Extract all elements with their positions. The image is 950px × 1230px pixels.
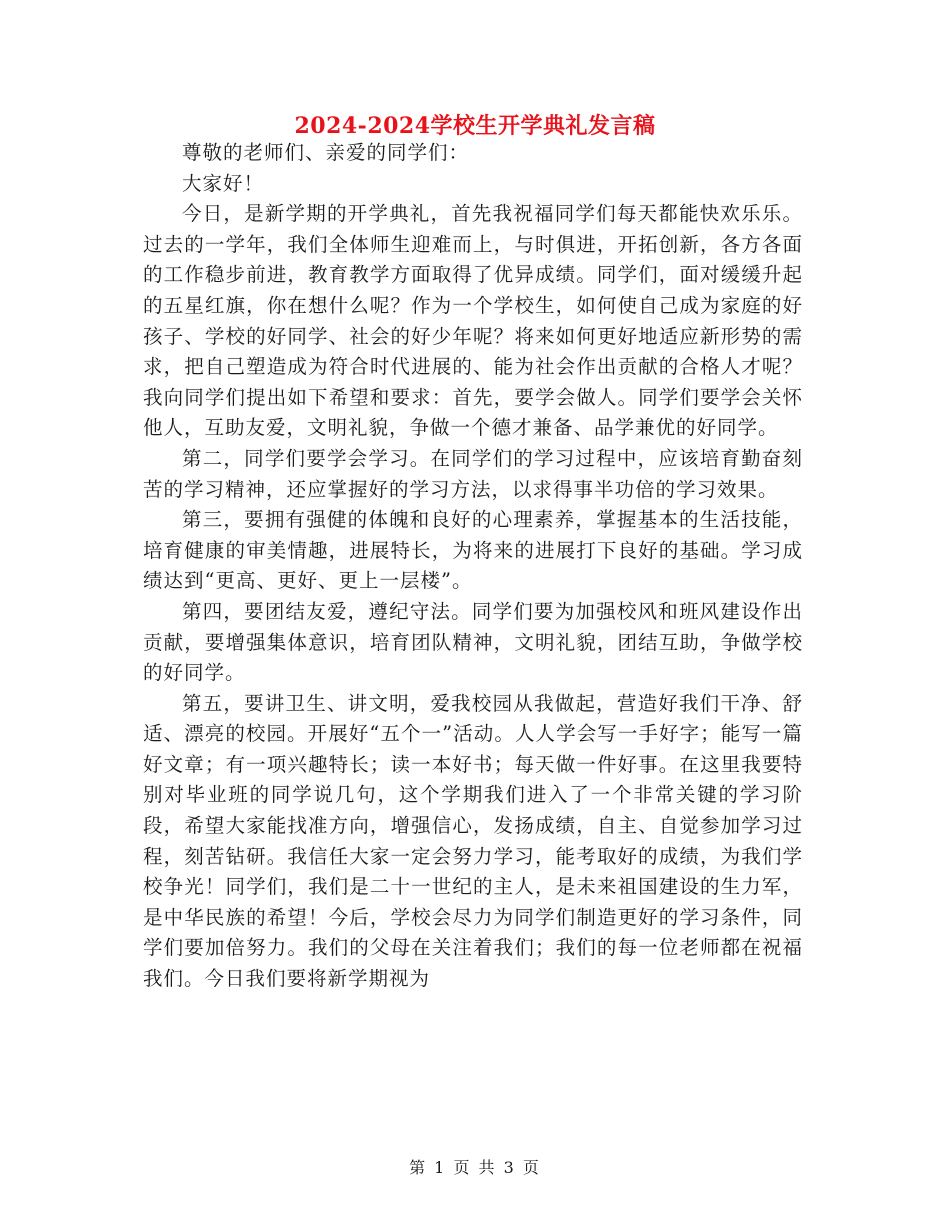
paragraph-intro: 今日，是新学期的开学典礼，首先我祝福同学们每天都能快欢乐乐。过去的一学年，我们全体师生迎难而上，与时俱进，开拓创新，各方各面的工作稳步前进，教育教学方面取得了优异成绩。同学们，面对缓缓升起的五星红旗，你在想什么呢？作为一个学校生，如何使自己成为家庭的好孩子、学校的好同学、社会的好少年呢？将来如何更好地适应新形势的需求，把自己塑造成为符合时代进展的、能为社会作出贡献的合格人才呢？我向同学们提出如下希望和要求：首先，要学会做人。同学们要学会关怀他人，互助友爱，文明礼貌，争做一个德才兼备、品学兼优的好同学。 (143, 202, 803, 440)
document-title: 2024-2024学校生开学典礼发言稿 (294, 113, 656, 139)
paragraph-salutation: 尊敬的老师们、亲爱的同学们： (182, 141, 470, 164)
page-number-footer: 第 1 页 共 3 页 (409, 1158, 541, 1177)
paragraph-fifth: 第五，要讲卫生、讲文明，爱我校园从我做起，营造好我们干净、舒适、漂亮的校园。开展好“五个一”活动。人人学会写一手好字；能写一篇好文章；有一项兴趣特长；读一本好书；每天做一件好事。在这里我要特别对毕业班的同学说几句，这个学期我们进入了一个非常关键的学习阶段，希望大家能找准方向，增强信心，发扬成绩，自主、自觉参加学习过程，刻苦钻研。我信任大家一定会努力学习，能考取好的成绩，为我们学校争光！同学们，我们是二十一世纪的主人，是未来祖国建设的生力军，是中华民族的希望！今后，学校会尽力为同学们制造更好的学习条件，同学们要加倍努力。我们的父母在关注着我们；我们的每一位老师都在祝福我们。今日我们要将新学期视为 (143, 691, 803, 991)
paragraph-greeting: 大家好！ (182, 171, 265, 195)
paragraph-third: 第三，要拥有强健的体魄和良好的心理素养，掌握基本的生活技能，培育健康的审美情趣，进展特长，为将来的进展打下良好的基础。学习成绩达到“更高、更好、更上一层楼”。 (143, 508, 803, 593)
paragraph-second: 第二，同学们要学会学习。在同学们的学习过程中，应该培育勤奋刻苦的学习精神，还应掌握好的学习方法，以求得事半功倍的学习效果。 (143, 446, 803, 501)
document-body (143, 138, 803, 995)
paragraph-fourth: 第四，要团结友爱，遵纪守法。同学们要为加强校风和班风建设作出贡献，要增强集体意识，培育团队精神，文明礼貌，团结互助，争做学校的好同学。 (143, 599, 803, 685)
